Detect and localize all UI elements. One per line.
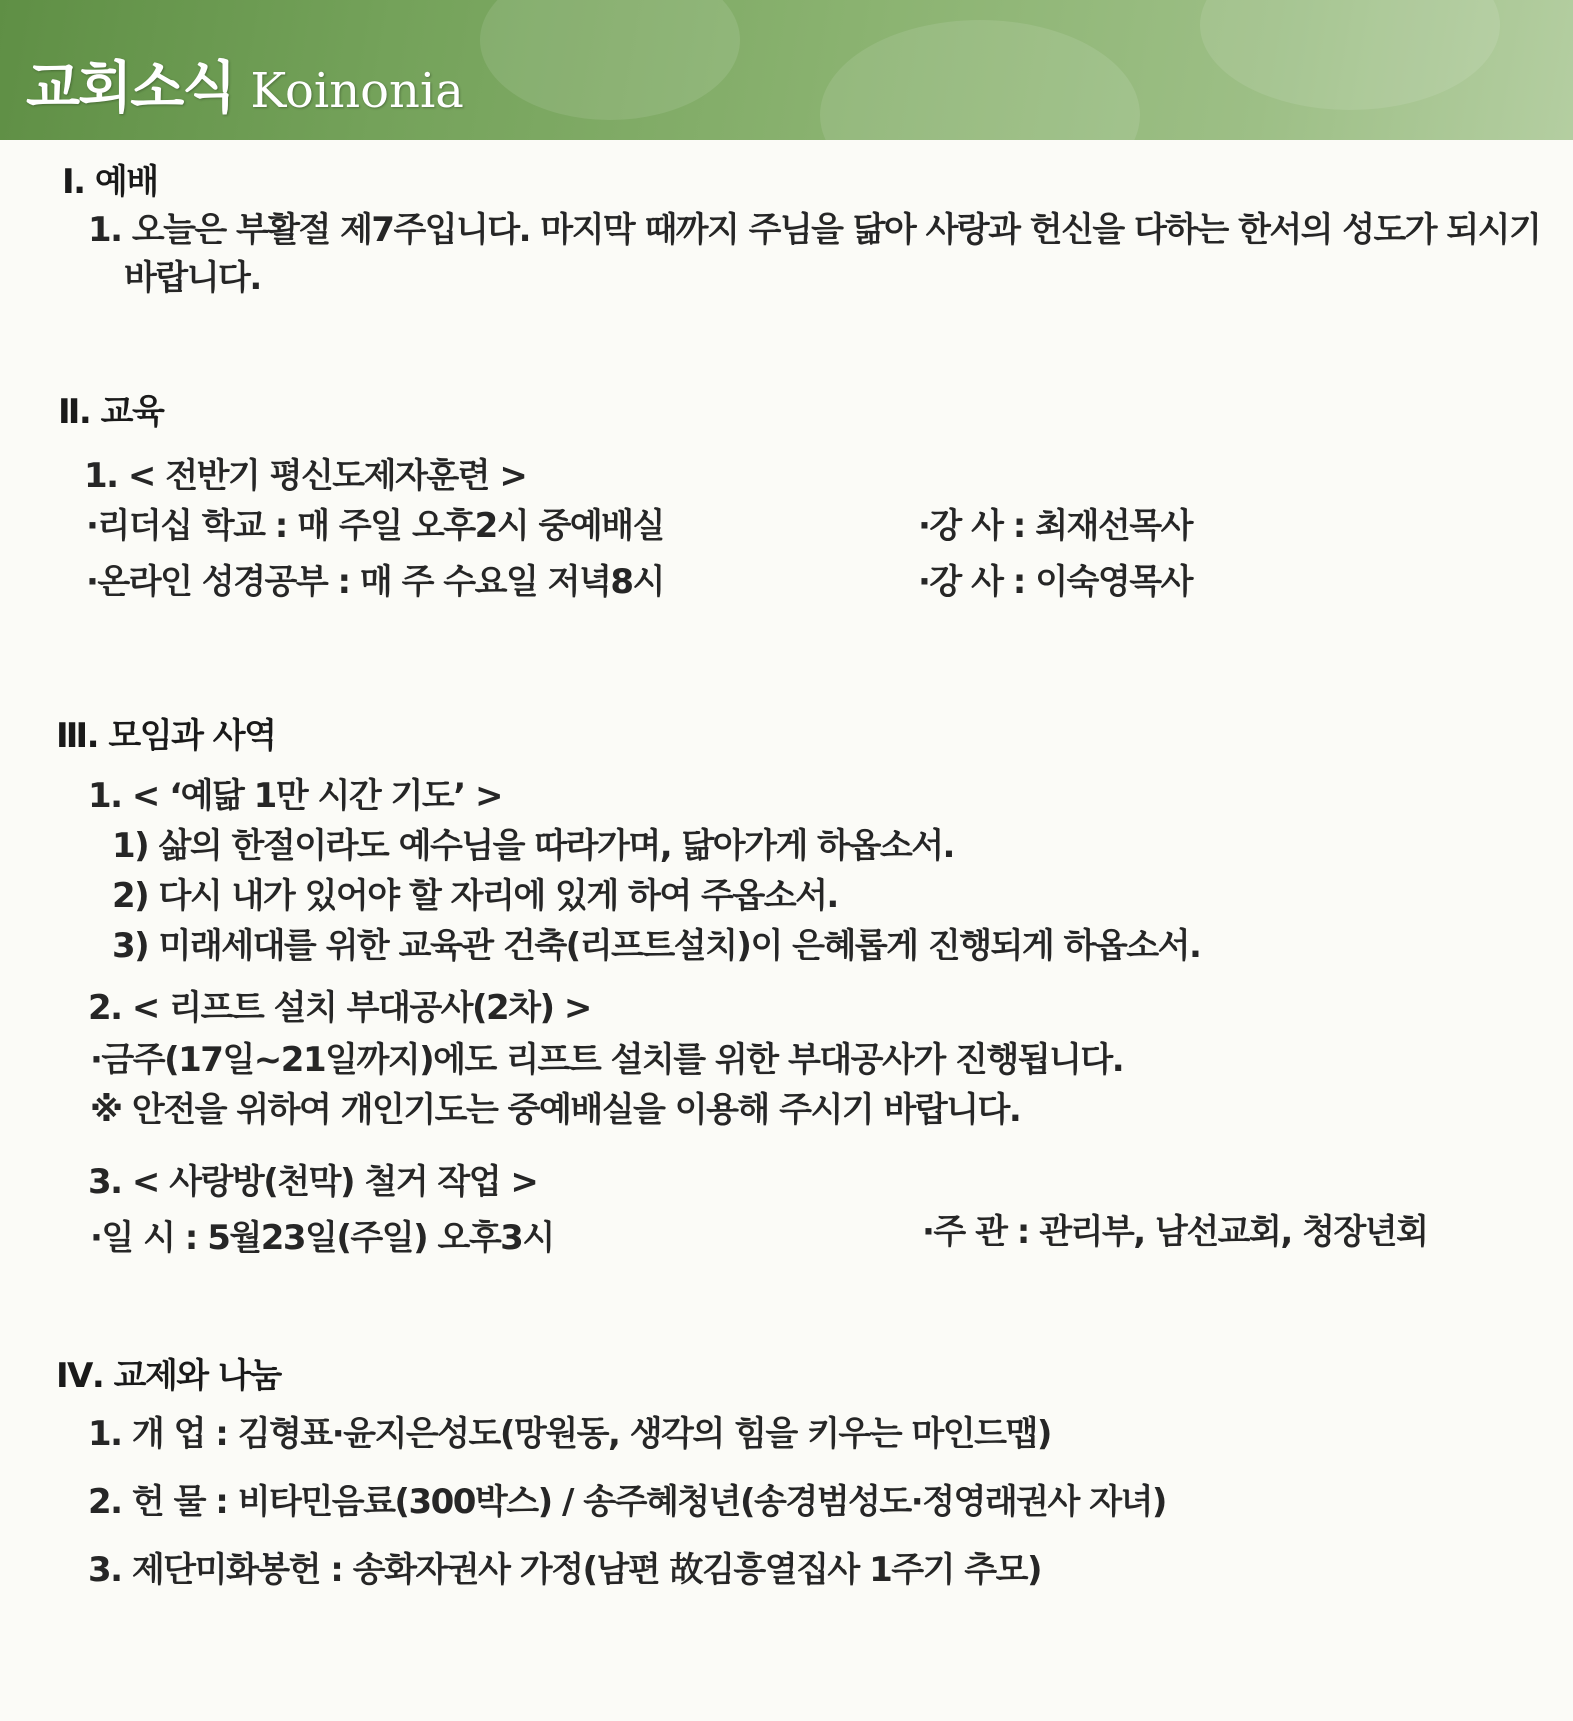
fellowship-item-1: 1. 개 업 : 김형표·윤지은성도(망원동, 생각의 힘을 키우는 마인드맵) [88,1414,1051,1454]
meeting-item-3-right: ·주 관 : 관리부, 남선교회, 청장년회 [922,1212,1428,1252]
meeting-item-3-title: 3. < 사랑방(천막) 철거 작업 > [88,1162,538,1202]
title-english: Koinonia [250,63,464,119]
section-heading-education: Ⅱ. 교육 [58,392,164,432]
banner-decoration [820,20,1140,140]
education-item-1-title: 1. < 전반기 평신도제자훈련 > [84,456,527,496]
section-heading-meeting: Ⅲ. 모임과 사역 [56,716,276,756]
banner-decoration [480,0,740,120]
education-row-2-left: ·온라인 성경공부 : 매 주 수요일 저녁8시 [86,562,664,602]
education-row-2-right: ·강 사 : 이숙영목사 [918,562,1192,602]
meeting-item-1-title: 1. < ‘예닮 1만 시간 기도’ > [88,776,502,816]
section-heading-worship: Ⅰ. 예배 [62,162,158,202]
meeting-item-2-line-1: ·금주(17일~21일까지)에도 리프트 설치를 위한 부대공사가 진행됩니다. [90,1040,1124,1080]
header-banner [0,0,1573,140]
banner-decoration [1200,0,1500,110]
meeting-item-1-sub-2: 2) 다시 내가 있어야 할 자리에 있게 하여 주옵소서. [112,876,838,916]
fellowship-item-2: 2. 헌 물 : 비타민음료(300박스) / 송주혜청년(송경범성도·정영래권사 자녀) [88,1482,1166,1522]
meeting-item-1-sub-1: 1) 삶의 한절이라도 예수님을 따라가며, 닮아가게 하옵소서. [112,826,954,866]
education-row-1-right: ·강 사 : 최재선목사 [918,506,1192,546]
meeting-item-1-sub-3: 3) 미래세대를 위한 교육관 건축(리프트설치)이 은혜롭게 진행되게 하옵소서. [112,926,1201,966]
page-title [26,44,464,124]
title-korean: 교회소식 [26,56,235,121]
education-row-1-left: ·리더십 학교 : 매 주일 오후2시 중예배실 [86,506,664,546]
meeting-item-2-note: ※ 안전을 위하여 개인기도는 중예배실을 이용해 주시기 바랍니다. [90,1090,1021,1130]
meeting-item-3-left: ·일 시 : 5월23일(주일) 오후3시 [90,1218,554,1258]
section-heading-fellowship: Ⅳ. 교제와 나눔 [56,1356,281,1396]
worship-item-1-cont: 바랍니다. [124,258,261,298]
fellowship-item-3: 3. 제단미화봉헌 : 송화자권사 가정(남편 故김흥열집사 1주기 추모) [88,1550,1042,1590]
worship-item-1: 1. 오늘은 부활절 제7주입니다. 마지막 때까지 주님을 닮아 사랑과 헌신을 다하는 한서의 성도가 되시기 [88,210,1541,250]
meeting-item-2-title: 2. < 리프트 설치 부대공사(2차) > [88,988,591,1028]
